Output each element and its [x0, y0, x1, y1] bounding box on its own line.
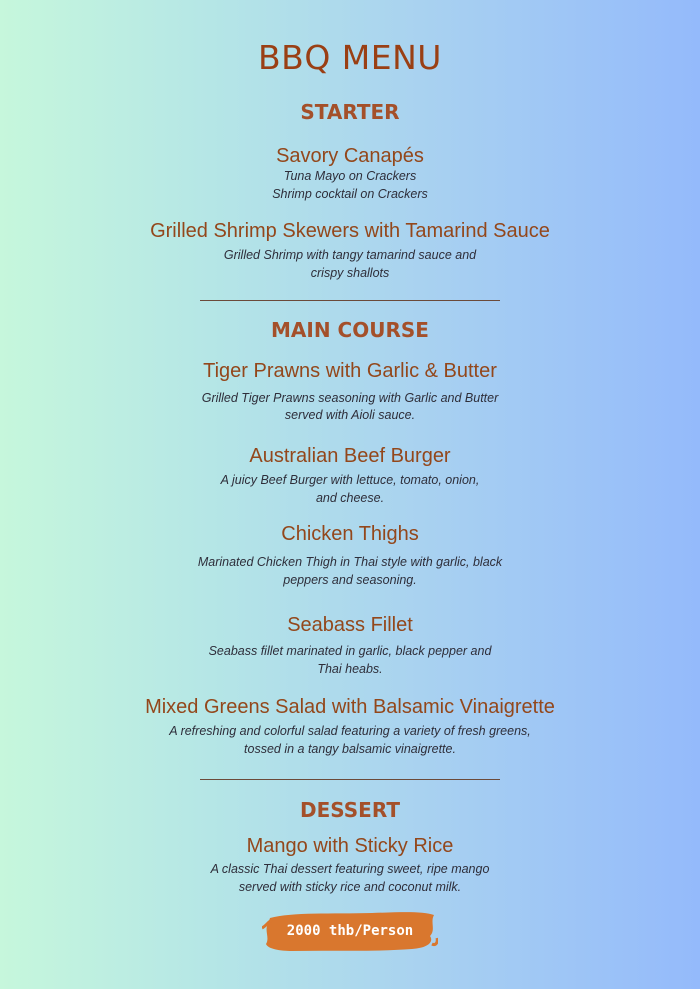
price-badge [262, 908, 438, 954]
section-divider [200, 300, 500, 301]
menu-item-desc: and cheese. [315, 491, 385, 505]
menu-item-name: Mixed Greens Salad with Balsamic Vinaigrette [145, 696, 555, 718]
menu-item-desc: Seabass fillet marinated in garlic, black pepper and [208, 644, 492, 658]
price-text: 2000 thb/Person [286, 923, 414, 939]
menu-item-desc: Shrimp cocktail on Crackers [272, 187, 428, 201]
menu-item-desc: Thai heabs. [317, 662, 383, 676]
section-heading-starter: STARTER [300, 100, 400, 124]
menu-item-name: Tiger Prawns with Garlic & Butter [203, 360, 497, 382]
menu-item-name: Chicken Thighs [281, 523, 419, 545]
menu-item-name: Mango with Sticky Rice [246, 835, 454, 857]
section-heading-main-course: MAIN COURSE [271, 318, 429, 342]
menu-item-desc: served with sticky rice and coconut milk. [238, 880, 462, 894]
menu-item-desc: tossed in a tangy balsamic vinaigrette. [244, 742, 456, 756]
menu-item-desc: Tuna Mayo on Crackers [283, 169, 417, 183]
menu-item-desc: Grilled Tiger Prawns seasoning with Garlic and Butter [201, 391, 499, 405]
menu-item-desc: A refreshing and colorful salad featuring a variety of fresh greens, [169, 724, 531, 738]
menu-item-name: Seabass Fillet [287, 614, 413, 636]
menu-item-name: Savory Canapés [276, 145, 424, 167]
section-heading-dessert: DESSERT [300, 798, 400, 822]
menu-item-desc: A juicy Beef Burger with lettuce, tomato, onion, [220, 473, 480, 487]
menu-item-desc: served with Aioli sauce. [284, 408, 416, 422]
section-divider [200, 779, 500, 780]
menu-item-desc: peppers and seasoning. [283, 573, 417, 587]
menu-item-desc: Grilled Shrimp with tangy tamarind sauce and [223, 248, 477, 262]
menu-item-desc: A classic Thai dessert featuring sweet, ripe mango [210, 862, 490, 876]
menu-item-desc: Marinated Chicken Thigh in Thai style with garlic, black [197, 555, 503, 569]
menu-item-name: Grilled Shrimp Skewers with Tamarind Sauce [150, 220, 550, 242]
menu-item-desc: crispy shallots [310, 266, 390, 280]
menu-item-name: Australian Beef Burger [249, 445, 451, 467]
menu-title: BBQ MENU [258, 38, 442, 77]
